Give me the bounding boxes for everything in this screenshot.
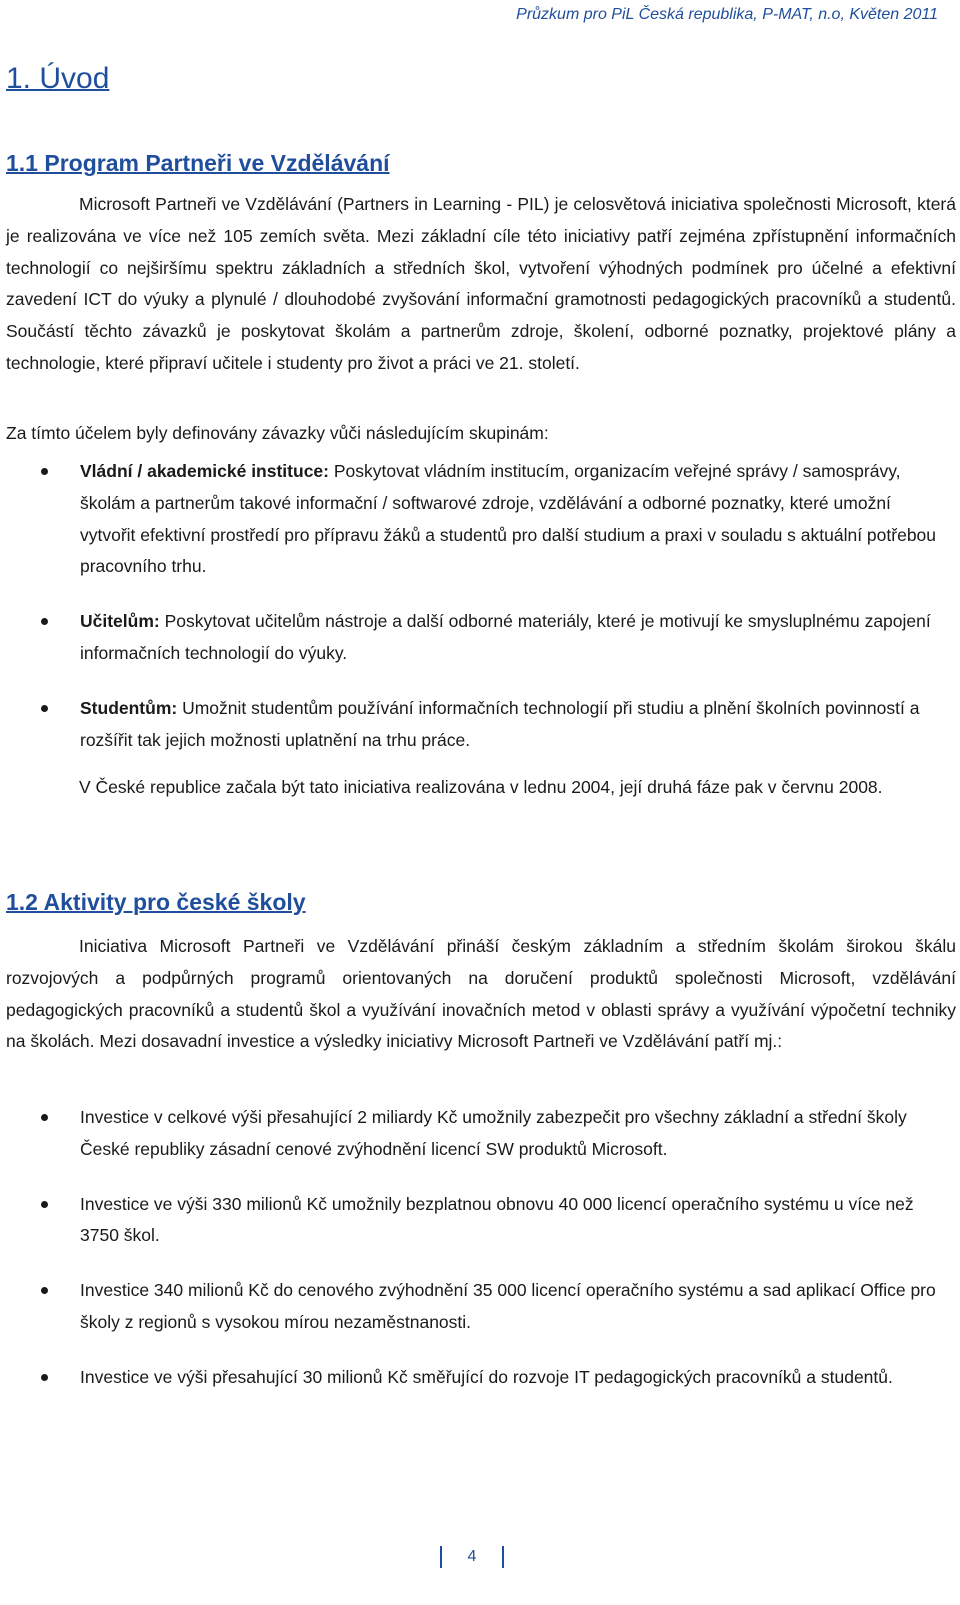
bullet-icon xyxy=(41,468,48,475)
section-1-1-lead-in: Za tímto účelem byly definovány závazky vůči následujícím skupinám: xyxy=(6,423,549,443)
investment-text: Investice ve výši 330 milionů Kč umožnily bezplatnou obnovu 40 000 licencí operačního systému u více než 3750 škol. xyxy=(80,1193,914,1246)
list-item xyxy=(0,606,960,670)
bullet-icon xyxy=(41,705,48,712)
investment-text: Investice v celkové výši přesahující 2 miliardy Kč umožnily zabezpečit pro všechny základní a střední školy České republiky zásadní cenové zvýhodnění licencí SW produktů Microsoft. xyxy=(80,1107,907,1159)
bullet-icon xyxy=(41,1287,48,1294)
investment-text: Investice 340 milionů Kč do cenového zvýhodnění 35 000 licencí operačního systému a sad aplikací Office pro školy z regionů s vysokou mírou nezaměstnanosti. xyxy=(80,1280,936,1332)
investment-text: Investice ve výši přesahující 30 milionů Kč směřující do rozvoje IT pedagogických pracovníků a studentů. xyxy=(80,1366,893,1387)
section-1-1-intro-paragraph: Microsoft Partneři ve Vzdělávání (Partners in Learning - PIL) je celosvětová iniciativa společnosti Microsoft, která je realizována ve více než 105 zemích světa. Mezi základní cíle této iniciativy patří zejména zpřístupnění informačních technologií co nejširšímu spektru základních a středních škol, vytvoření výhodných podmínek pro účelné a efektivní zavedení ICT do výuky a plynulé / dlouhodobé zvyšování informační gramotnosti pedagogických pracovníků a studentů. Součástí těchto závazků je poskytovat školám a partnerům zdroje, školení, odborné poznatky, projektové plány a technologie, které připraví učitele i studenty pro život a práci ve 21. století. xyxy=(6,194,956,373)
group-label: Vládní / akademické instituce: xyxy=(80,461,329,481)
list-item xyxy=(0,1362,960,1394)
page-number: 4 xyxy=(440,1546,504,1568)
section-1-1-title: 1.1 Program Partneři ve Vzdělávání xyxy=(6,150,390,176)
list-item xyxy=(0,1189,960,1253)
group-text: Poskytovat učitelům nástroje a další odborné materiály, které je motivují ke smysluplnému zapojení informačních technologií do výuky. xyxy=(80,611,931,663)
bullet-icon xyxy=(41,1114,48,1121)
group-text: Umožnit studentům používání informačních technologií při studiu a plnění školních povinností a rozšířit tak jejich možnosti uplatnění na trhu práce. xyxy=(80,697,920,750)
bullet-icon xyxy=(41,1201,48,1208)
groups-list xyxy=(0,456,960,756)
group-label: Studentům: xyxy=(80,697,178,718)
bullet-icon xyxy=(41,618,48,625)
list-item xyxy=(0,456,960,583)
investments-list xyxy=(0,1102,960,1394)
section-1-2-title: 1.2 Aktivity pro české školy xyxy=(6,889,306,915)
group-text: Poskytovat vládním institucím, organizacím veřejné správy / samosprávy, školám a partnerům takové informační / softwarové zdroje, vzdělávání a odborné poznatky, které umožní vytvořit efektivní prostředí pro přípravu žáků a studentů pro další studium a praxi v souladu s aktuální potřebou pracovního trhu. xyxy=(80,461,937,577)
list-item xyxy=(0,1102,960,1166)
list-item xyxy=(0,693,960,757)
section-1-2-intro-paragraph: Iniciativa Microsoft Partneři ve Vzdělávání přináší českým základním a středním školám širokou škálu rozvojových a podpůrných programů orientovaných na doručení produktů společnosti Microsoft, vzdělávání pedagogických pracovníků a studentů škol a využívání inovačních metod v oblasti správy a využívání výpočetní techniky na školách. Mezi dosavadní investice a výsledky iniciativy Microsoft Partneři ve Vzdělávání patří mj.: xyxy=(6,936,956,1052)
chapter-title: 1. Úvod xyxy=(6,62,110,95)
running-header: Průzkum pro PiL Česká republika, P-MAT, n.o, Květen 2011 xyxy=(516,6,938,23)
group-label: Učitelům: xyxy=(80,611,160,632)
bullet-icon xyxy=(41,1374,48,1381)
section-1-1-closing-paragraph: V České republice začala být tato iniciativa realizována v lednu 2004, její druhá fáze pak v červnu 2008. xyxy=(79,777,883,797)
list-item xyxy=(0,1275,960,1339)
